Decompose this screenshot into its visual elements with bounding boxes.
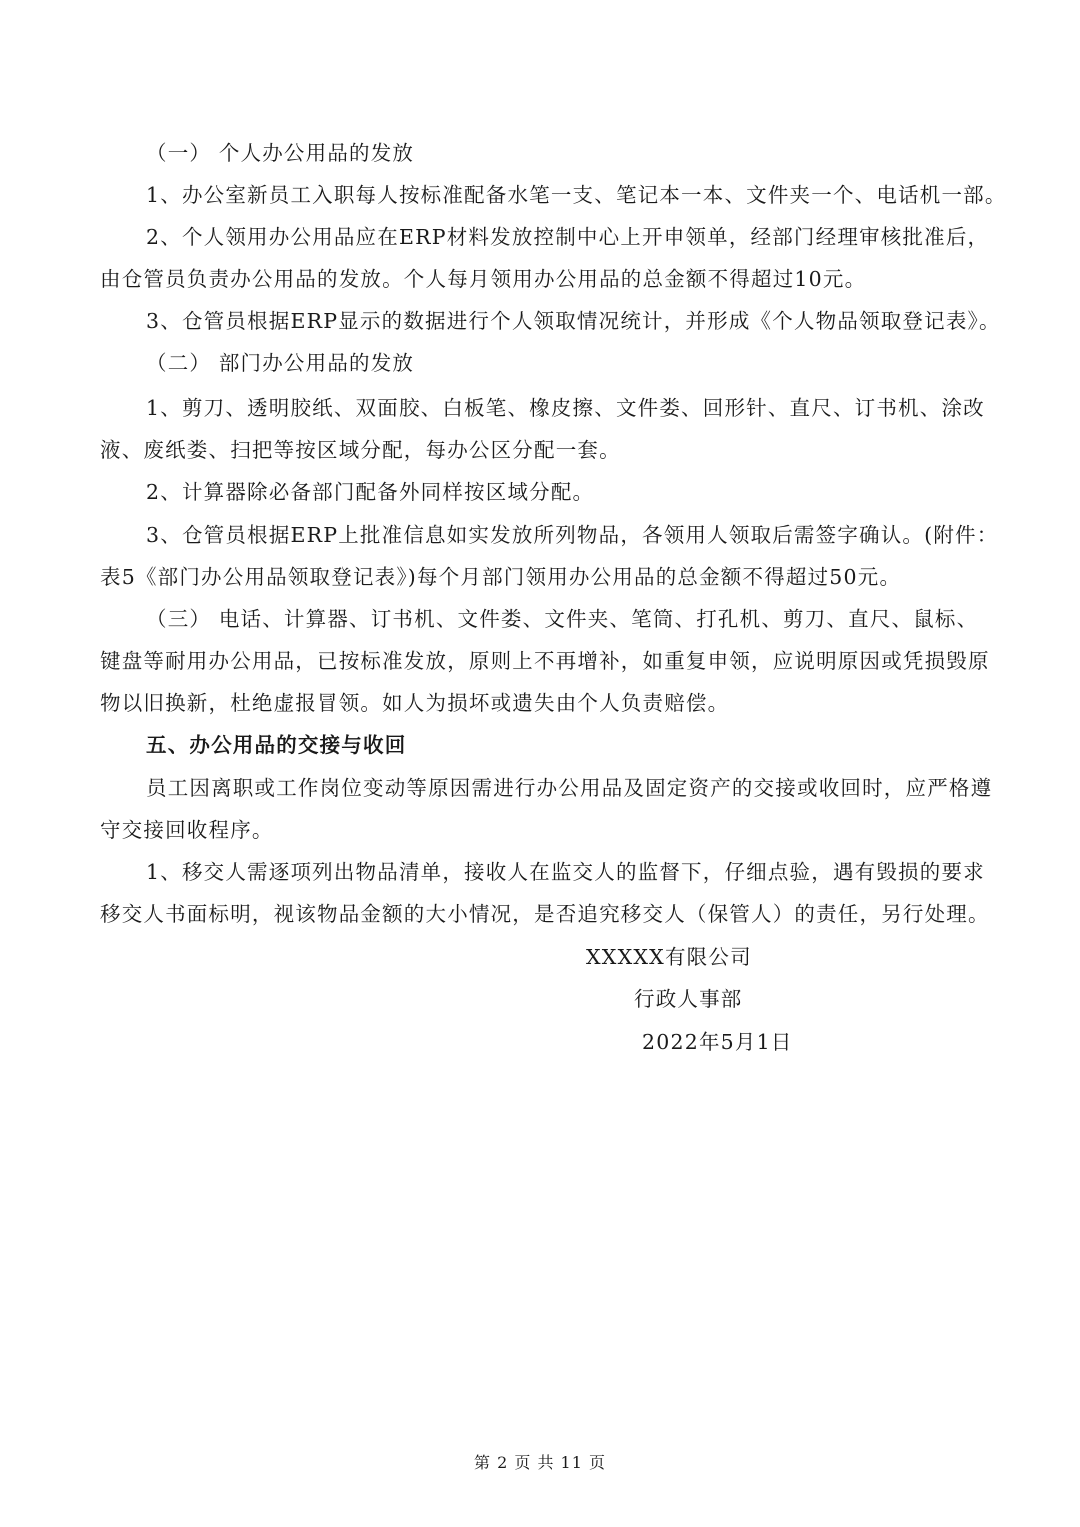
paragraph-line: 1、剪刀、透明胶纸、双面胶、白板笔、橡皮擦、文件娄、回形针、直尺、订书机、涂改 — [146, 396, 985, 420]
paragraph-line: 3、仓管员根据ERP显示的数据进行个人领取情况统计，并形成《个人物品领取登记表》。 — [146, 309, 1001, 333]
paragraph-line: 守交接回收程序。 — [100, 818, 274, 842]
signature-department: 行政人事部 — [634, 987, 743, 1011]
paragraph-line: 3、仓管员根据ERP上批准信息如实发放所列物品，各领用人领取后需签字确认。(附件： — [146, 523, 999, 547]
paragraph-line: 2、个人领用办公用品应在ERP材料发放控制中心上开申领单，经部门经理审核批准后， — [146, 225, 990, 249]
paragraph-line: 员工因离职或工作岗位变动等原因需进行办公用品及固定资产的交接或收回时，应严格遵 — [146, 776, 993, 800]
page-number-footer: 第 2 页 共 11 页 — [474, 1453, 606, 1472]
signature-date: 2022年5月1日 — [642, 1030, 793, 1054]
paragraph-line: 2、计算器除必备部门配备外同样按区域分配。 — [146, 480, 595, 504]
section-heading-2: （二） 部门办公用品的发放 — [146, 351, 415, 375]
paragraph-line: 表5《部门办公用品领取登记表》)每个月部门领用办公用品的总金额不得超过50元。 — [100, 565, 902, 589]
paragraph-line: 键盘等耐用办公用品，已按标准发放，原则上不再增补，如重复申领，应说明原因或凭损毁原 — [100, 649, 990, 673]
signature-company: XXXXX有限公司 — [586, 945, 752, 969]
paragraph-line: 1、移交人需逐项列出物品清单，接收人在监交人的监督下，仔细点验，遇有毁损的要求 — [146, 860, 985, 884]
paragraph-line: 由仓管员负责办公用品的发放。个人每月领用办公用品的总金额不得超过10元。 — [100, 267, 867, 291]
paragraph-line: 液、废纸娄、扫把等按区域分配，每办公区分配一套。 — [100, 438, 621, 462]
section-heading-3: （三） 电话、计算器、订书机、文件娄、文件夹、笔筒、打孔机、剪刀、直尺、鼠标、 — [146, 607, 979, 631]
paragraph-line: 1、办公室新员工入职每人按标准配备水笔一支、笔记本一本、文件夹一个、电话机一部。 — [146, 183, 1007, 207]
paragraph-line: 移交人书面标明，视该物品金额的大小情况，是否追究移交人（保管人）的责任，另行处理。 — [100, 902, 990, 926]
paragraph-line: 物以旧换新，杜绝虚报冒领。如人为损坏或遗失由个人负责赔偿。 — [100, 691, 730, 715]
section-heading-1: （一） 个人办公用品的发放 — [146, 141, 415, 165]
chapter-heading-5: 五、办公用品的交接与收回 — [146, 733, 407, 757]
